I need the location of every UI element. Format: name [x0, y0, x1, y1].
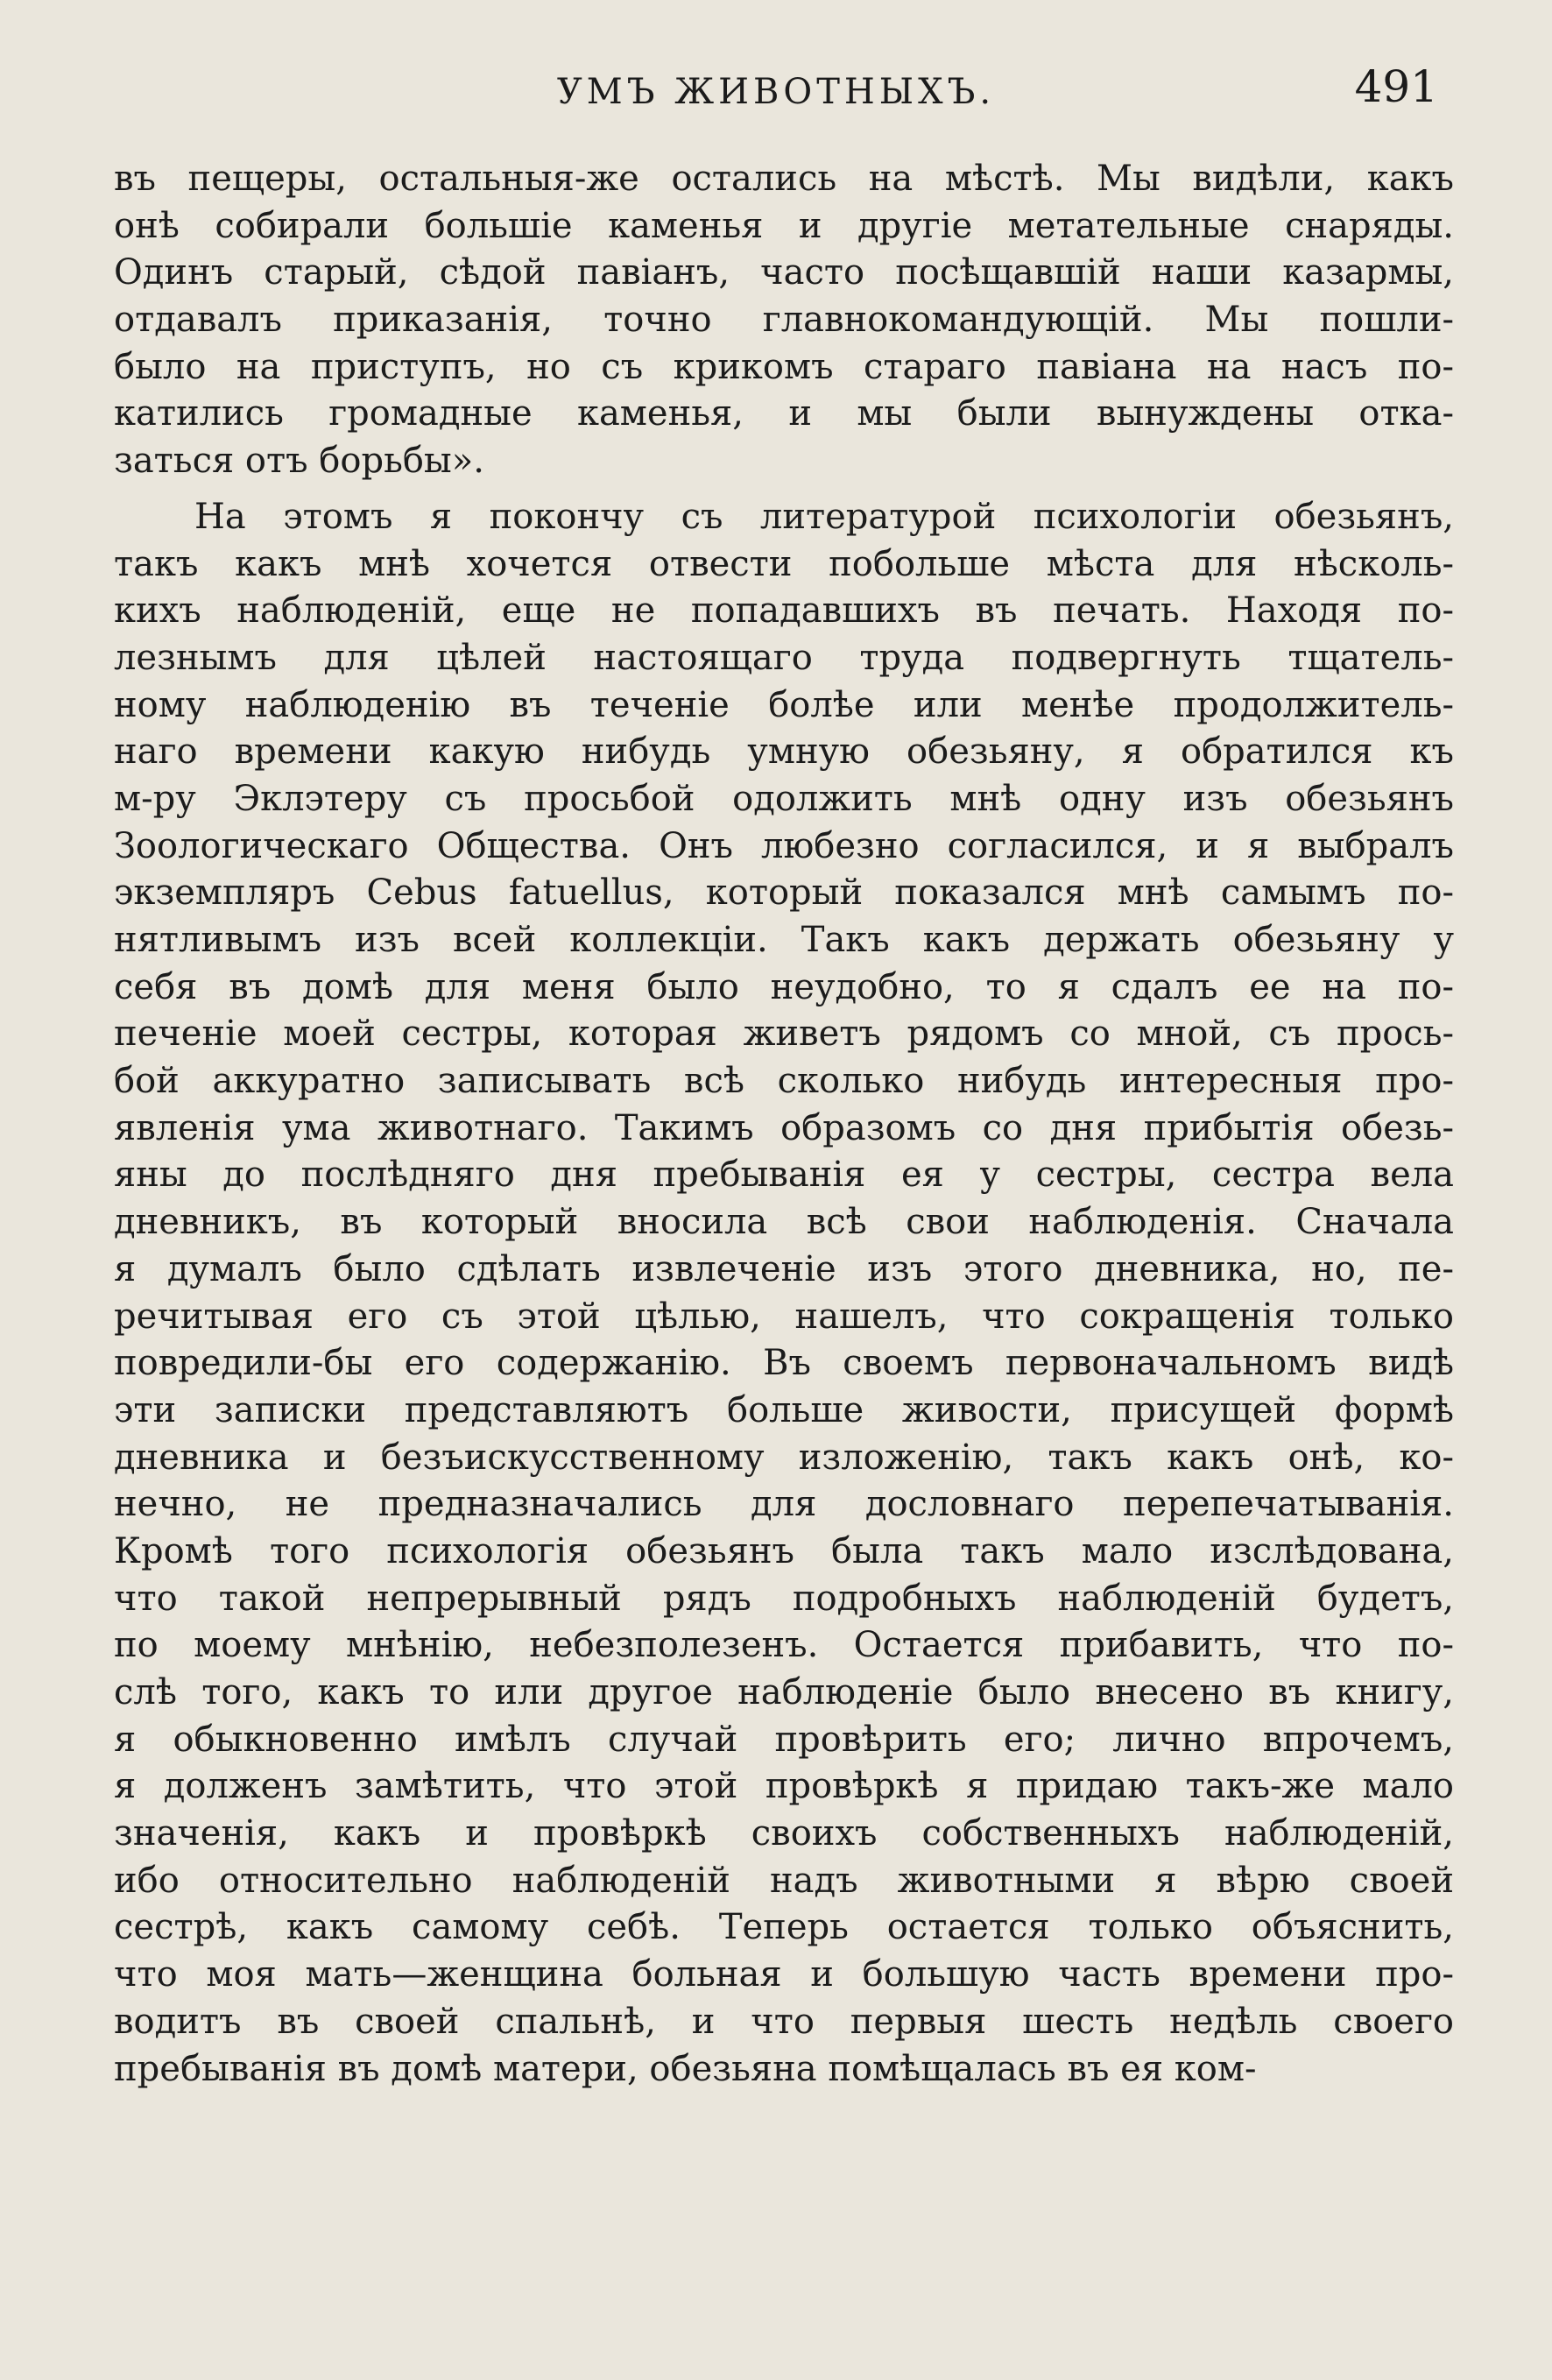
text-line: ному наблюденію въ теченіе болѣе или менѣе продолжитель-: [114, 684, 1454, 725]
text-line: катились громадные каменья, и мы были вынуждены отка-: [114, 393, 1454, 434]
text-line: отдавалъ приказанія, точно главнокомандующій. Мы пошли-: [114, 300, 1454, 341]
text-line: я обыкновенно имѣлъ случай провѣрить его; лично впрочемъ,: [114, 1719, 1454, 1760]
text-line: водитъ въ своей спальнѣ, и что первыя шесть недѣль своего: [114, 2001, 1454, 2042]
text-line: пребыванія въ домѣ матери, обезьяна помѣщалась въ ея ком-: [114, 2048, 1257, 2089]
text-line: Одинъ старый, сѣдой павіанъ, часто посѣщавшій наши казармы,: [114, 252, 1454, 293]
text-line: дневникъ, въ который вносила всѣ свои наблюденія. Сначала: [114, 1202, 1454, 1243]
text-line: себя въ домѣ для меня было неудобно, то я сдалъ ее на по-: [114, 966, 1454, 1007]
text-line: бой аккуратно записывать всѣ сколько нибудь интересныя про-: [114, 1061, 1454, 1102]
text-line: эти записки представляютъ больше живости, присущей формѣ: [114, 1389, 1454, 1430]
text-line: ибо относительно наблюденій надъ животными я вѣрю своей: [114, 1860, 1454, 1901]
text-line: лезнымъ для цѣлей настоящаго труда подвергнуть тщатель-: [114, 637, 1454, 678]
running-head: УМЪ ЖИВОТНЫХЪ.: [556, 72, 996, 112]
text-line: На этомъ я покончу съ литературой психологіи обезьянъ,: [194, 496, 1454, 537]
paragraph-2: [114, 494, 1454, 2093]
paragraph-1: [114, 156, 1454, 485]
text-line: значенія, какъ и провѣркѣ своихъ собственныхъ наблюденій,: [114, 1813, 1454, 1854]
text-line: сестрѣ, какъ самому себѣ. Теперь остается только объяснить,: [114, 1907, 1454, 1948]
text-line: онѣ собирали большіе каменья и другіе метательные снаряды.: [114, 205, 1454, 246]
text-line: въ пещеры, остальныя-же остались на мѣстѣ. Мы видѣли, какъ: [114, 159, 1454, 199]
text-line: Кромѣ того психологія обезьянъ была такъ мало изслѣдована,: [114, 1530, 1454, 1571]
text-line: речитывая его съ этой цѣлью, нашелъ, что сокращенія только: [114, 1296, 1454, 1337]
text-line: кихъ наблюденій, еще не попадавшихъ въ печать. Находя по-: [114, 590, 1454, 632]
text-line: экземпляръ Cebus fatuellus, который показался мнѣ самымъ по-: [114, 872, 1454, 914]
text-line: по моему мнѣнію, небезполезенъ. Остается прибавить, что по-: [114, 1625, 1454, 1666]
text-line: слѣ того, какъ то или другое наблюденіе было внесено въ книгу,: [114, 1672, 1454, 1713]
text-line: явленія ума животнаго. Такимъ образомъ со дня прибытія обезь-: [114, 1107, 1454, 1148]
text-line: что такой непрерывный рядъ подробныхъ наблюденій будетъ,: [114, 1578, 1454, 1619]
text-line: печеніе моей сестры, которая живетъ рядомъ со мной, съ прось-: [114, 1013, 1454, 1055]
paragraph-gap: [114, 485, 1454, 494]
text-line: я думалъ было сдѣлать извлеченіе изъ этого дневника, но, пе-: [114, 1248, 1454, 1289]
text-line: яны до послѣдняго дня пребыванія ея у сестры, сестра вела: [114, 1155, 1454, 1196]
page-header: [114, 61, 1438, 123]
text-line: было на приступъ, но съ крикомъ стараго павіана на насъ по-: [114, 346, 1454, 387]
text-line: заться отъ борьбы».: [114, 441, 484, 482]
text-line: м-ру Эклэтеру съ просьбой одолжить мнѣ одну изъ обезьянъ: [114, 778, 1454, 819]
text-line: повредили-бы его содержанію. Въ своемъ первоначальномъ видѣ: [114, 1343, 1454, 1384]
text-line: нечно, не предназначались для дословнаго перепечатыванія.: [114, 1484, 1454, 1525]
text-line: я долженъ замѣтить, что этой провѣркѣ я придаю такъ-же мало: [114, 1766, 1454, 1807]
text-line: дневника и безъискусственному изложенію, такъ какъ онѣ, ко-: [114, 1437, 1454, 1478]
text-line: Зоологическаго Общества. Онъ любезно согласился, и я выбралъ: [114, 825, 1454, 866]
text-line: наго времени какую нибудь умную обезьяну, я обратился къ: [114, 731, 1454, 773]
body-text: [114, 156, 1454, 2093]
text-line: такъ какъ мнѣ хочется отвести побольше мѣста для нѣсколь-: [114, 543, 1454, 584]
text-line: нятливымъ изъ всей коллекціи. Такъ какъ держать обезьяну у: [114, 920, 1454, 960]
text-line: что моя мать—женщина больная и большую часть времени про-: [114, 1954, 1454, 1995]
page-number: 491: [1354, 61, 1438, 112]
